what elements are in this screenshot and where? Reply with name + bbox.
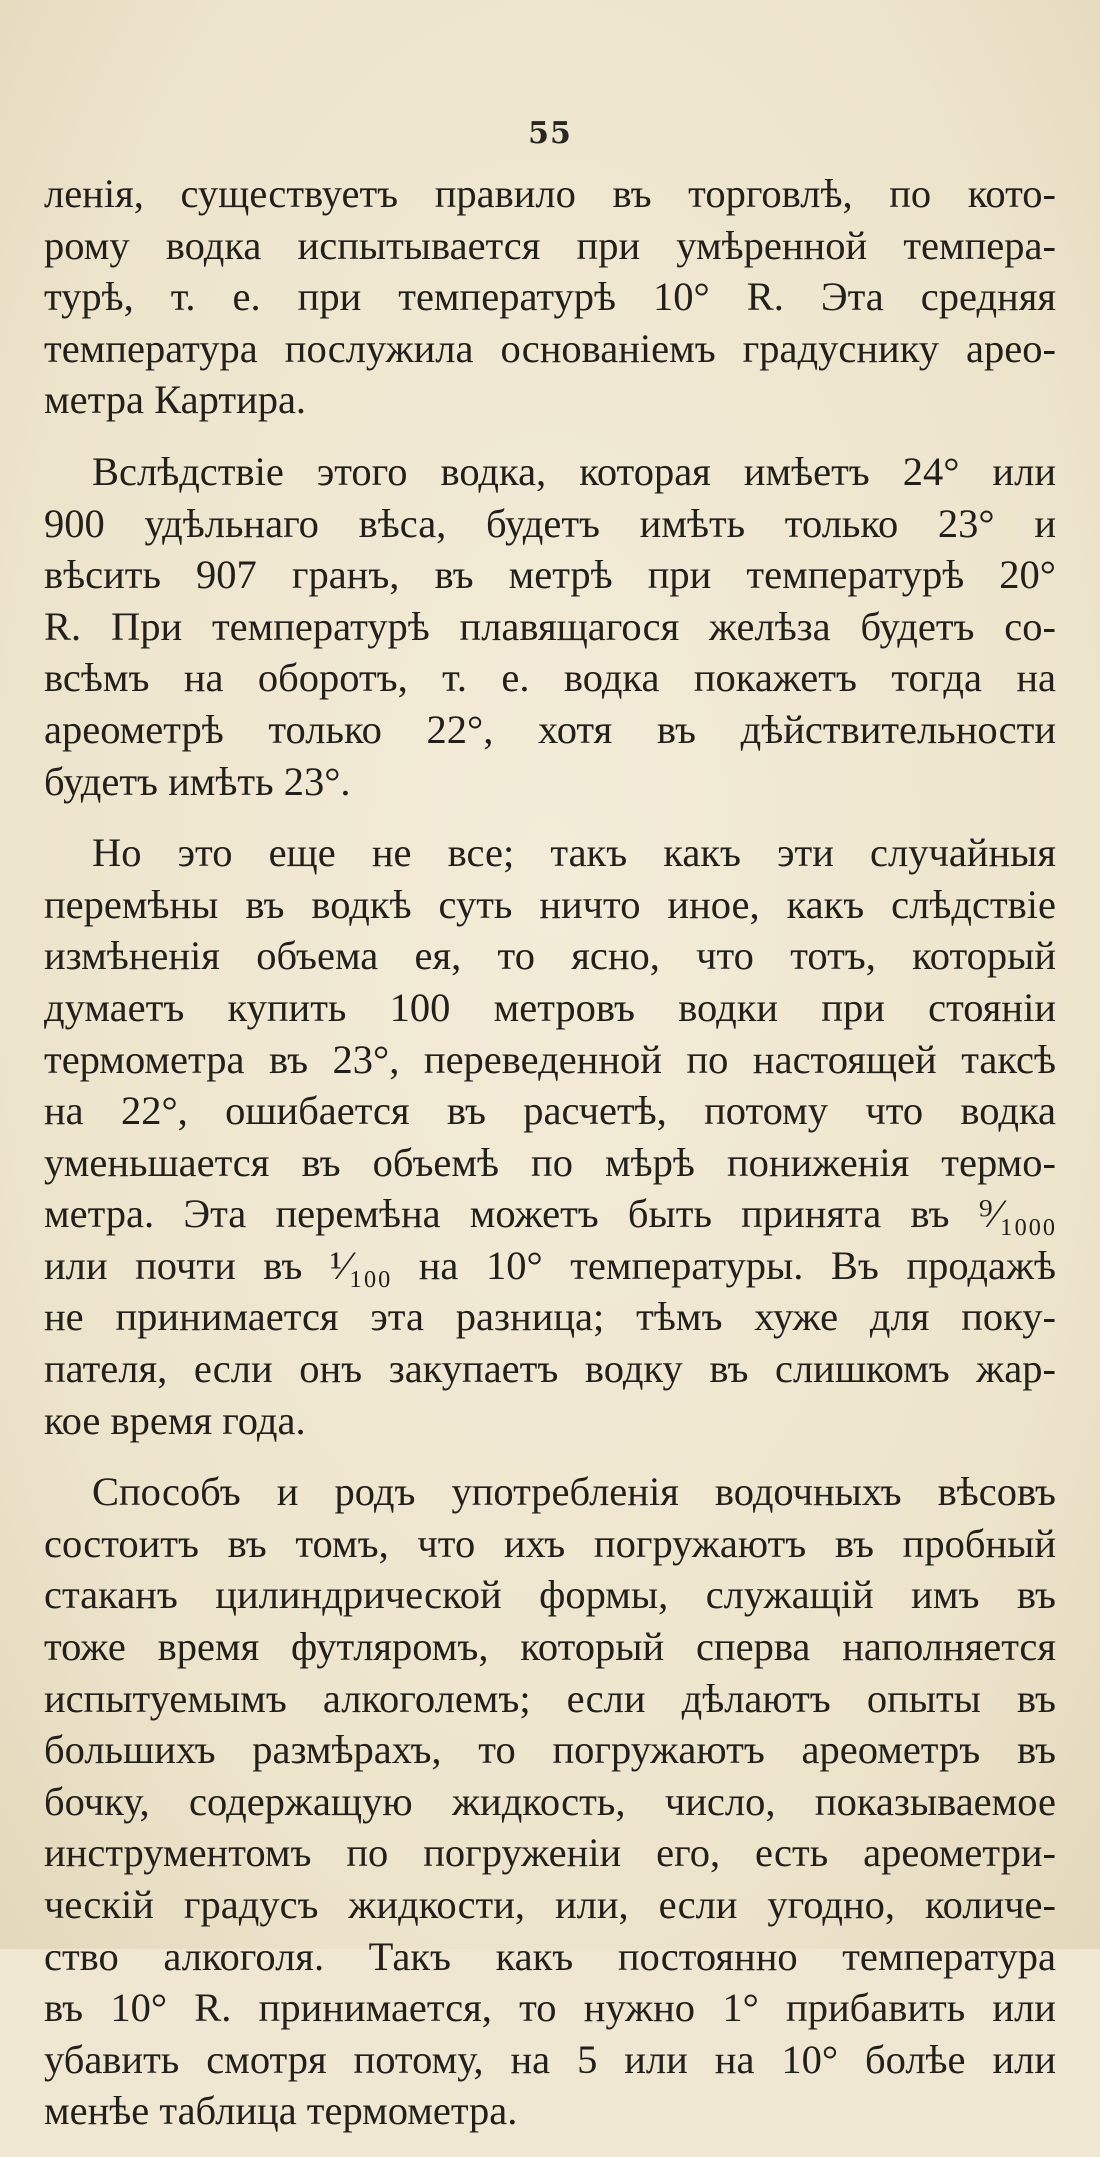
text-line: менѣе таблица термометра. <box>44 2088 518 2134</box>
paragraph-1 <box>44 168 1056 426</box>
text-line: рому водка испытывается при умѣренной темпера- <box>44 222 1056 268</box>
text-line: метра. Эта перемѣна можетъ быть принята въ ⁹⁄₁₀₀₀ <box>44 1191 1056 1237</box>
paragraph-2 <box>44 446 1056 807</box>
text-line: инструментомъ по погруженіи его, есть ареометри- <box>44 1830 1056 1876</box>
text-line: будетъ имѣть 23°. <box>44 758 351 804</box>
text-line: всѣмъ на оборотъ, т. е. водка покажетъ тогда на <box>44 655 1056 701</box>
text-line: въ 10° R. принимается, то нужно 1° прибавить или <box>44 1985 1056 2031</box>
text-line: Вслѣдствіе этого водка, которая имѣетъ 24° или <box>92 448 1056 494</box>
text-line: кое время года. <box>44 1397 306 1443</box>
text-line: пателя, если онъ закупаетъ водку въ слишкомъ жар- <box>44 1346 1056 1392</box>
text-line: испытуемымъ алкоголемъ; если дѣлаютъ опыты въ <box>44 1675 1056 1721</box>
text-line: турѣ, т. е. при температурѣ 10° R. Эта средняя <box>44 274 1056 320</box>
text-line: большихъ размѣрахъ, то погружаютъ ареометръ въ <box>44 1727 1056 1773</box>
text-line: уменьшается въ объемѣ по мѣрѣ пониженія термо- <box>44 1139 1056 1185</box>
text-line: R. При температурѣ плавящагося желѣза будетъ со- <box>44 603 1056 649</box>
text-line: стаканъ цилиндрической формы, служащій имъ въ <box>44 1572 1056 1618</box>
text-line: ареометрѣ только 22°, хотя въ дѣйствительности <box>44 706 1056 752</box>
paragraph-4 <box>44 1466 1056 2137</box>
text-line: бочку, содержащую жидкость, число, показываемое <box>44 1778 1056 1824</box>
page-number: 55 <box>528 116 572 151</box>
text-line: ство алкоголя. Такъ какъ постоянно температура <box>44 1933 1056 1979</box>
page-body <box>44 168 1056 2157</box>
text-line: температура послужила основаніемъ градуснику арео- <box>44 325 1056 371</box>
text-line: тоже время футляромъ, который сперва наполняется <box>44 1624 1056 1670</box>
text-line: 900 удѣльнаго вѣса, будетъ имѣть только 23° и <box>44 500 1056 546</box>
text-line: измѣненія объема ея, то ясно, что тотъ, который <box>44 933 1056 979</box>
text-line: не принимается эта разница; тѣмъ хуже для поку- <box>44 1294 1056 1340</box>
text-line: на 22°, ошибается въ расчетѣ, потому что водка <box>44 1088 1056 1134</box>
text-line: убавить смотря потому, на 5 или на 10° болѣе или <box>44 2036 1056 2082</box>
text-line: Способъ и родъ употребленія водочныхъ вѣсовъ <box>92 1469 1056 1515</box>
text-line: перемѣны въ водкѣ суть ничто иное, какъ слѣдствіе <box>44 881 1056 927</box>
paragraph-3 <box>44 827 1056 1446</box>
text-line: ленія, существуетъ правило въ торговлѣ, по кото- <box>44 171 1056 216</box>
text-line: вѣсить 907 гранъ, въ метрѣ при температурѣ 20° <box>44 552 1056 598</box>
text-line: или почти въ ¹⁄₁₀₀ на 10° температуры. Въ продажѣ <box>44 1242 1056 1288</box>
text-line: состоитъ въ томъ, что ихъ погружаютъ въ пробный <box>44 1520 1056 1566</box>
text-line: термометра въ 23°, переведенной по настоящей таксѣ <box>44 1036 1056 1082</box>
text-line: думаетъ купить 100 метровъ водки при стояніи <box>44 984 1056 1030</box>
text-line: метра Картира. <box>44 377 307 423</box>
text-line: ческій градусъ жидкости, или, если угодно, количе- <box>44 1882 1056 1927</box>
text-line: Но это еще не все; такъ какъ эти случайныя <box>92 830 1056 876</box>
